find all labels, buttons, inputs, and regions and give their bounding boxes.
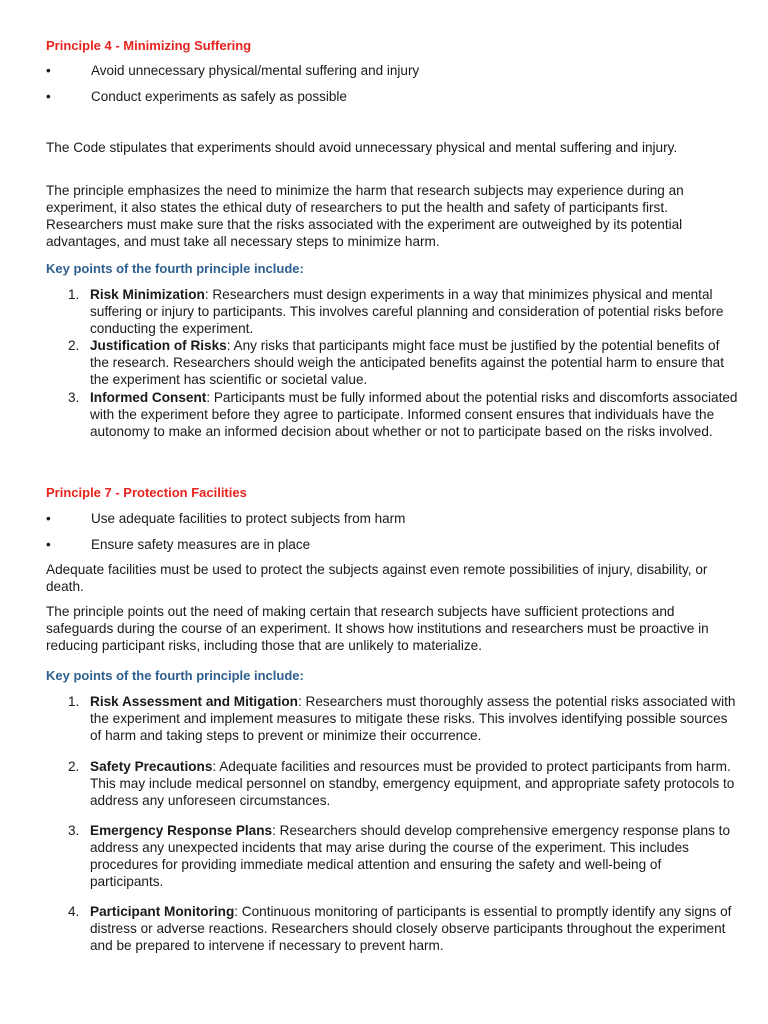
bullet-dot: •	[46, 511, 51, 526]
principle-7-heading: Principle 7 - Protection Facilities	[46, 485, 247, 500]
bullet-dot: •	[46, 63, 51, 78]
document-page: Principle 4 - Minimizing Suffering • Avoid unnecessary physical/mental suffering and injury • Conduct experiments as safely as possible The Code stipulates that experiments should avoid unnecessary physical and mental suffering and injury. The principle emphasizes the need to minimize the harm that research subjects may experience during an experiment, it also states the ethical duty of researchers to put the health and safety of participants first. Researchers must make sure that the risks associated with the experiment are outweighed by its potential advantages, and must take all necessary steps to minimize harm. Key points of the fourth principle include: 1. Risk Minimization: Researchers must design experiments in a way that minimizes physical and mental suffering or injury to participants. This involves careful planning and consideration of potential risks before conducting the experiment. 2. Justification of Risks: Any risks that participants might face must be justified by the potential benefits of the research. Researchers should weigh the anticipated benefits against the potential harm to ensure that the experiment has scientific or societal value. 3. Informed Consent: Participants must be fully informed about the potential risks and discomforts associated with the experiment before they agree to participate. Informed consent ensures that individuals have the autonomy to make an informed decision about whether or not to participate based on the risks involved. Principle 7 - Protection Facilities • Use adequate facilities to protect subjects from harm • Ensure safety measures are in place Adequate facilities must be used to protect the subjects against even remote possibilities of injury, disability, or death. The principle points out the need of making certain that research subjects have sufficient protections and safeguards during the course of an experiment. It shows how institutions and researchers must be proactive in reducing participant risks, including those that are unlikely to materialize. Key points of the fourth principle include: 1. Risk Assessment and Mitigation: Researchers must thoroughly assess the potential risks associated with the experiment and implement measures to mitigate these risks. This involves identifying possible sources of harm and taking steps to prevent or minimize their occurrence. 2. Safety Precautions: Adequate facilities and resources must be provided to protect participants from harm. This may include medical personnel on standby, emergency equipment, and appropriate safety protocols to address any unforeseen circumstances. 3. Emergency Response Plans: Researchers should develop comprehensive emergency response plans to address any unexpected incidents that may arise during the course of the experiment. This includes procedures for providing immediate medical attention and ensuring the safety and well-being of participants. 4. Participant Monitoring: Continuous monitoring of participants is essential to promptly identify any signs of distress or adverse reactions. Researchers should closely observe participants throughout the experiment and be prepared to intervene if necessary to prevent harm.	[46, 38, 738, 953]
item-title: Risk Minimization	[90, 287, 205, 302]
item-title: Informed Consent	[90, 390, 207, 405]
principle-4-heading: Principle 4 - Minimizing Suffering	[46, 38, 252, 53]
p7-key-points-heading: Key points of the fourth principle include:	[46, 668, 304, 683]
p7-paragraph-2: The principle points out the need of making certain that research subjects have sufficient protections and safeguards during the course of an experiment. It shows how institutions and researchers must be proactive in reducing participant risks, including those that are unlikely to materialize.	[46, 604, 709, 653]
item-title: Risk Assessment and Mitigation	[90, 694, 298, 709]
item-title: Emergency Response Plans	[90, 823, 273, 838]
p4-paragraph-1: The Code stipulates that experiments should avoid unnecessary physical and mental suffering and injury.	[46, 140, 678, 155]
p4-paragraph-2: The principle emphasizes the need to minimize the harm that research subjects may experience during an experiment, it also states the ethical duty of researchers to put the health and safety of participants first. Researchers must make sure that the risks associated with the experiment are outweighed by its potential advantages, and must take all necessary steps to minimize harm.	[46, 183, 684, 249]
bullet-dot: •	[46, 89, 51, 104]
item-title: Justification of Risks	[90, 338, 227, 353]
item-title: Participant Monitoring	[90, 904, 235, 919]
p7-paragraph-1: Adequate facilities must be used to protect the subjects against even remote possibilities of injury, disability, or death.	[46, 562, 708, 594]
bullet-dot: •	[46, 537, 51, 552]
p4-key-points-heading: Key points of the fourth principle include:	[46, 261, 304, 276]
item-title: Safety Precautions	[90, 759, 213, 774]
